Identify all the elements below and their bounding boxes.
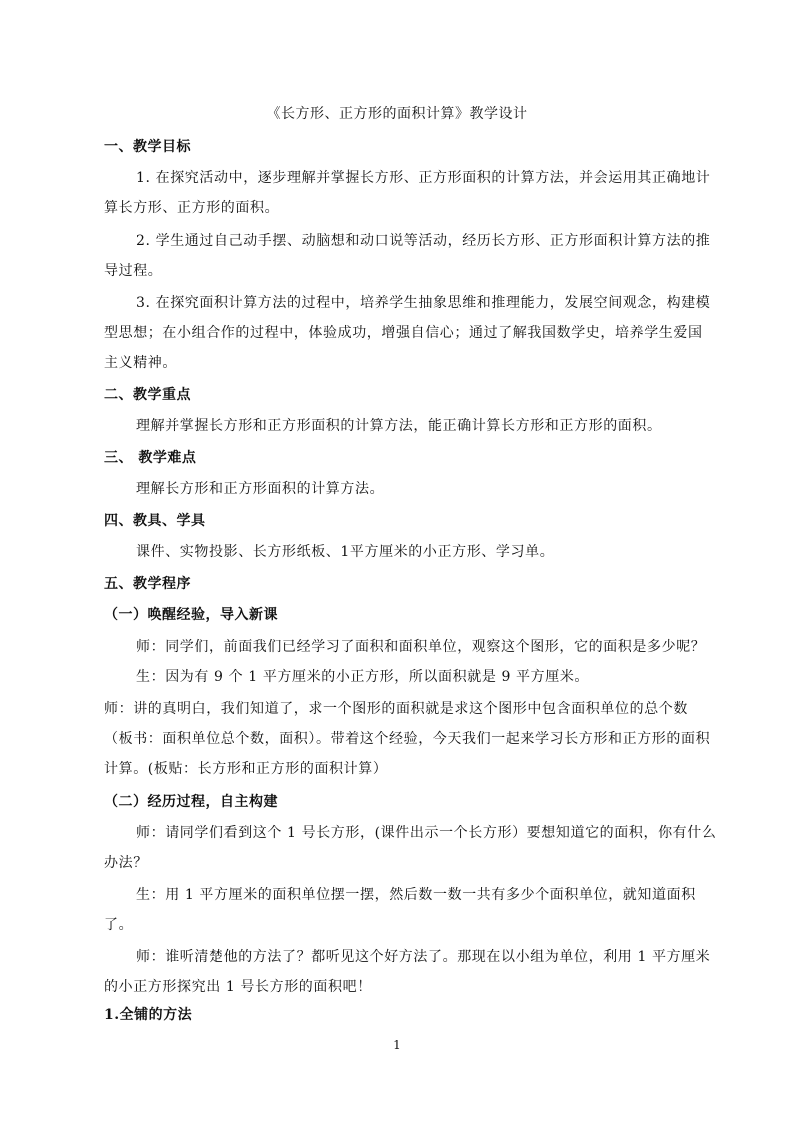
page-number: 1 [393, 1038, 401, 1052]
heading-part-2: （二）经历过程，自主构建 [104, 794, 278, 810]
goal-1-line-1: 1. 在探究活动中，逐步理解并掌握长方形、正方形面积的计算方法，并会运用其正确地计 [136, 170, 711, 186]
goal-2-line-1: 2. 学生通过自己动手摆、动脑想和动口说等活动，经历长方形、正方形面积计算方法的推 [136, 233, 711, 249]
heading-difficulties: 三、 教学难点 [104, 450, 197, 466]
dialogue-line: 师：谁听清楚他的方法了？都听见这个好方法了。那现在以小组为单位，利用 1 平方厘米 [136, 949, 711, 965]
key-points-text: 理解并掌握长方形和正方形面积的计算方法，能正确计算长方形和正方形的面积。 [136, 418, 662, 434]
heading-key-points: 二、教学重点 [104, 387, 191, 403]
dialogue-line: 师：同学们，前面我们已经学习了面积和面积单位，观察这个图形，它的面积是多少呢？ [136, 639, 706, 655]
heading-method-1: 1.全铺的方法 [104, 1007, 193, 1023]
goal-3-line-1: 3. 在探究面积计算方法的过程中，培养学生抽象思维和推理能力，发展空间观念，构建模 [136, 295, 711, 311]
goal-3-line-3: 主义精神。 [104, 355, 177, 371]
heading-teaching-procedure: 五、教学程序 [104, 576, 191, 592]
dialogue-line: 计算。(板贴：长方形和正方形的面积计算） [104, 761, 388, 777]
dialogue-line: 生：用 1 平方厘米的面积单位摆一摆，然后数一数一共有多少个面积单位，就知道面积 [136, 887, 696, 903]
heading-teaching-goals: 一、教学目标 [104, 139, 191, 155]
goal-1-line-2: 算长方形、正方形的面积。 [104, 200, 280, 216]
dialogue-line: 生：因为有 9 个 1 平方厘米的小正方形，所以面积就是 9 平方厘米。 [136, 669, 590, 685]
goal-3-line-2: 型思想；在小组合作的过程中，体验成功，增强自信心；通过了解我国数学史，培养学生爱国 [104, 325, 703, 341]
dialogue-line: 了。 [104, 917, 134, 933]
heading-teaching-tools: 四、教具、学具 [104, 513, 206, 529]
dialogue-line: 师：请同学们看到这个 1 号长方形，(课件出示一个长方形）要想知道它的面积，你有什么 [136, 825, 717, 841]
difficulties-text: 理解长方形和正方形面积的计算方法。 [136, 481, 385, 497]
heading-part-1: （一）唤醒经验，导入新课 [104, 607, 278, 623]
dialogue-line: 办法？ [104, 855, 148, 871]
dialogue-line: （板书：面积单位总个数，面积）。带着这个经验，今天我们一起来学习长方形和正方形的面积 [104, 731, 711, 747]
document-title: 《长方形、正方形的面积计算》教学设计 [266, 106, 528, 122]
dialogue-line: 的小正方形探究出 1 号长方形的面积吧！ [104, 979, 372, 995]
goal-2-line-2: 导过程。 [104, 263, 163, 279]
dialogue-line: 师：讲的真明白，我们知道了，求一个图形的面积就是求这个图形中包含面积单位的总个数 [104, 701, 688, 717]
teaching-tools-text: 课件、实物投影、长方形纸板、1平方厘米的小正方形、学习单。 [136, 544, 555, 560]
